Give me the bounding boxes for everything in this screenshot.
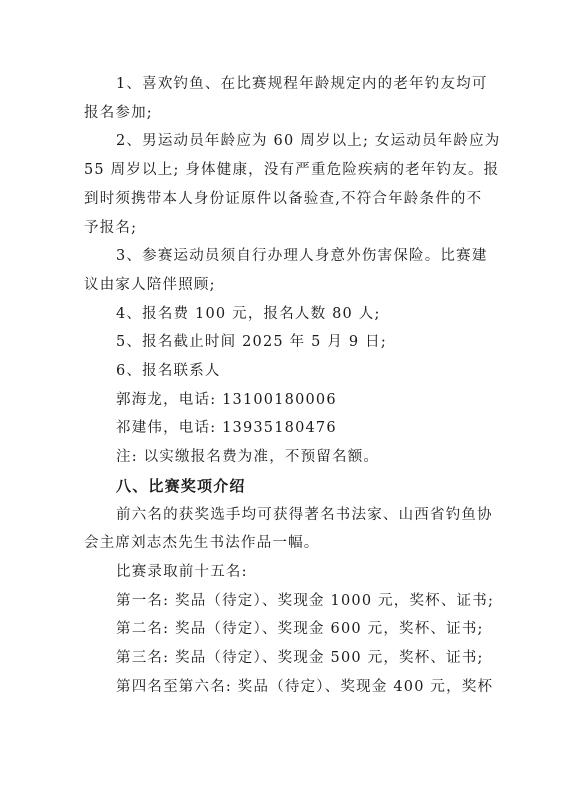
text-line: 会主席刘志杰先生书法作品一幅。 [84,535,320,552]
text-line: 郭海龙，电话: 13100180006 [116,391,337,408]
text-line: 到时须携带本人身份证原件以备验查,不符合年龄条件的不 [84,190,483,207]
text-line: 2、男运动员年龄应为 60 周岁以上; 女运动员年龄应为 [116,133,501,150]
text-line: 第四名至第六名: 奖品（待定）、奖现金 400 元，奖杯 [116,678,494,695]
text-line: 第三名: 奖品（待定）、奖现金 500 元，奖杯、证书; [116,650,484,667]
text-line: 予报名; [84,219,138,236]
text-line: 55 周岁以上; 身体健康，没有严重危险疾病的老年钓友。报 [84,162,500,179]
text-line: 祁建伟，电话: 13935180476 [116,420,337,437]
text-line: 比赛录取前十五名: [116,563,248,580]
text-line: 注: 以实缴报名费为准，不预留名额。 [116,449,380,466]
text-line: 第二名: 奖品（待定）、奖现金 600 元，奖杯、证书; [116,621,484,638]
text-line: 前六名的获奖选手均可获得著名书法家、山西省钓鱼协 [116,506,493,523]
document-body [84,70,501,701]
text-line: 4、报名费 100 元，报名人数 80 人; [116,305,381,322]
text-line: 6、报名联系人 [116,363,221,380]
text-line: 第一名: 奖品（待定）、奖现金 1000 元，奖杯、证书; [116,592,495,609]
text-line: 1、喜欢钓鱼、在比赛规程年龄规定内的老年钓友均可 [116,76,488,92]
section-heading: 八、比赛奖项介绍 [116,476,246,495]
text-line: 报名参加; [84,104,153,121]
text-line: 议由家人陪伴照顾; [84,276,216,293]
text-line: 5、报名截止时间 2025 年 5 月 9 日; [116,334,387,351]
text-line: 3、参赛运动员须自行办理人身意外伤害保险。比赛建 [116,248,488,265]
